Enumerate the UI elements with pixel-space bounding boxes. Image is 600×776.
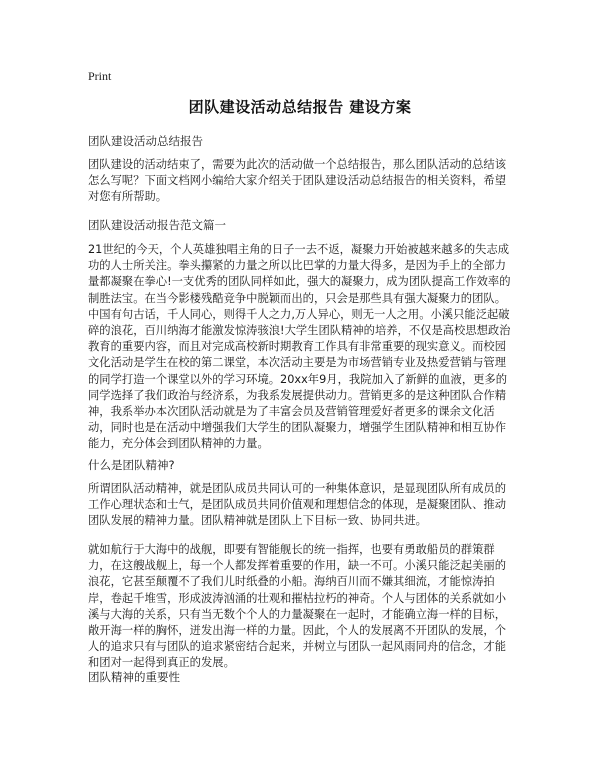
body-paragraph: 21世纪的今天，个人英雄独唱主角的日子一去不返，凝聚力开始被越来越多的失志成功的人士所关注。拳头攥紧的力量之所以比巴掌的力量大得多，是因为手上的全部力量都凝聚在拳心!一支优秀的团队同样如此，强大的凝聚力，成为团队提高工作效率的制胜法宝。在当今影楼残酷竞争中脱颖而出的，只会是那些具有强大凝聚力的团队。中国有句古话，千人同心，则得千人之力,万人异心，则无一人之用。小溪只能泛起破碎的浪花，百川纳海才能激发惊涛骇浪!大学生团队精神的培养，不仅是高校思想政治教育的重要内容，而且对完成高校新时期教育工作具有非常重要的现实意义。而校园文化活动是学生在校的第二课堂，本次活动主要是为市场营销专业及热爱营销与管理的同学打造一个课堂以外的学习环境。20xx年9月，我院加入了新鲜的血液，更多的同学选择了我们政治与经济系，为我系发展提供动力。营销更多的是这种团队合作精神，我系举办本次团队活动就是为了丰富会员及营销管理爱好者更多的课余文化活动，同时也是在活动中增强我们大学生的团队凝聚力，增强学生团队精神和相互协作能力，充分体会到团队精神的力量。 [88,243,511,451]
section-heading: 什么是团队精神? [88,458,175,472]
section-heading: 团队建设活动总结报告 [88,134,203,148]
print-label[interactable]: Print [88,69,112,83]
section-heading: 团队精神的重要性 [88,670,180,684]
section-heading: 团队建设活动报告范文篇一 [88,218,226,232]
intro-paragraph: 团队建设的活动结束了，需要为此次的活动做一个总结报告，那么团队活动的总结该怎么写呢？下面文档网小编给大家介绍关于团队建设活动总结报告的相关资料，希望对您有所帮助。 [88,158,506,204]
document-title: 团队建设活动总结报告 建设方案 [188,98,412,116]
body-paragraph: 就如航行于大海中的战舰，即要有智能舰长的统一指挥，也要有勇敢船员的群策群力，在这艘战舰上，每一个人都发挥着重要的作用，缺一不可。小溪只能泛起美丽的浪花，它甚至颠覆不了我们儿时纸叠的小船。海纳百川而不嫌其细流，才能惊涛拍岸，卷起千堆雪，形成波涛汹涌的壮观和摧枯拉朽的神奇。个人与团体的关系就如小溪与大海的关系，只有当无数个个人的力量凝聚在一起时，才能确立海一样的目标，敞开海一样的胸怀，迸发出海一样的力量。因此，个人的发展离不开团队的发展，个人的追求只有与团队的追求紧密结合起来，并树立与团队一起风雨同舟的信念，才能和团对一起得到真正的发展。 [88,543,506,670]
body-paragraph: 所谓团队活动精神，就是团队成员共同认可的一种集体意识，是显现团队所有成员的工作心理状态和士气，是团队成员共同价值观和理想信念的体现，是凝聚团队、推动团队发展的精神力量。团队精神就是团队上下目标一致、协同共进。 [88,482,506,528]
